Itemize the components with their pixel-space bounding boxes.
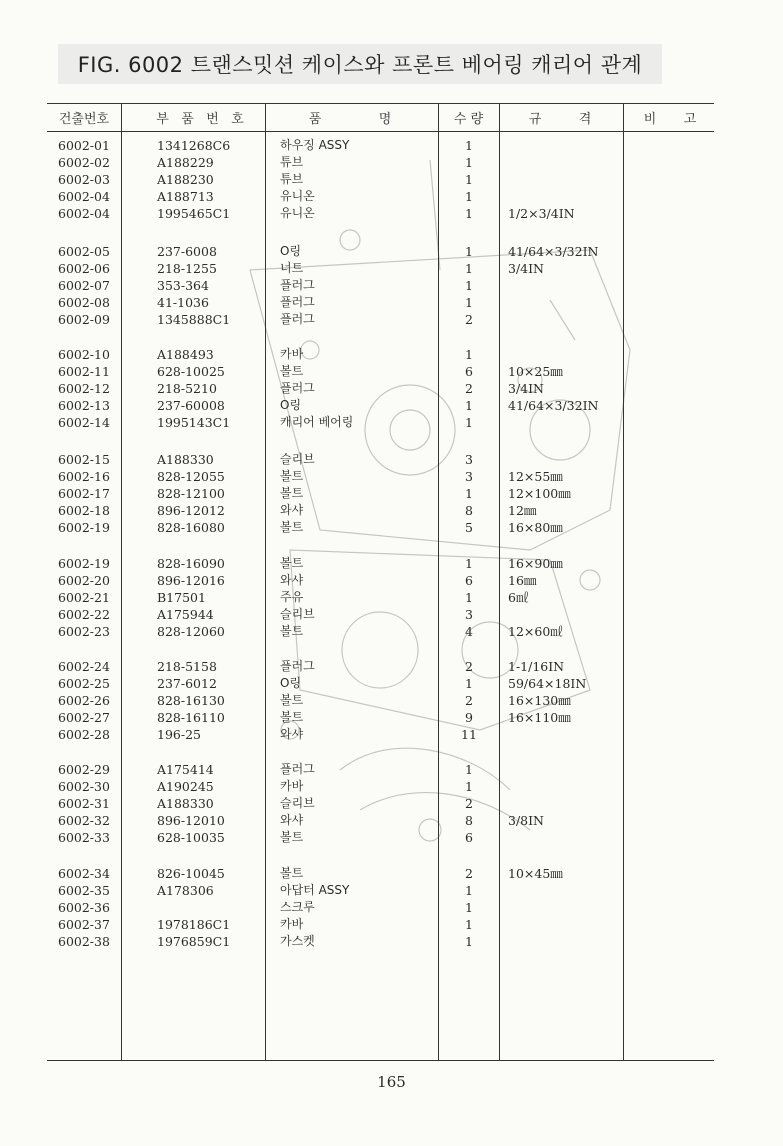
cell-part-name: 볼트	[280, 830, 304, 845]
cell-item-number: 6002-19	[58, 556, 110, 571]
header-part-number-char: 번	[206, 111, 219, 127]
cell-part-number: A178306	[157, 883, 214, 899]
cell-part-name: 와샤	[280, 503, 304, 518]
cell-spec: 12×60㎖	[508, 624, 563, 640]
table-row	[0, 829, 783, 846]
cell-spec: 10×25㎜	[508, 364, 563, 380]
cell-quantity: 1	[465, 278, 473, 294]
table-row	[0, 572, 783, 589]
cell-part-number: 628-10035	[157, 830, 225, 846]
cell-part-name: 플러그	[280, 762, 315, 776]
cell-part-number: 1978186C1	[157, 917, 231, 933]
header-part-number-char: 품	[181, 111, 194, 127]
table-row	[0, 795, 783, 812]
cell-spec: 1/2×3/4IN	[508, 206, 575, 222]
table-row	[0, 451, 783, 468]
cell-item-number: 6002-03	[58, 172, 110, 188]
cell-spec: 1-1/16IN	[508, 659, 565, 674]
cell-part-name: 볼트	[280, 469, 304, 484]
cell-part-number: A175414	[157, 762, 214, 777]
cell-quantity: 2	[465, 796, 473, 812]
cell-quantity: 1	[465, 900, 473, 916]
cell-quantity: 11	[461, 727, 477, 743]
table-row	[0, 260, 783, 277]
cell-item-number: 6002-34	[58, 866, 110, 881]
cell-quantity: 1	[465, 261, 473, 277]
table-row	[0, 606, 783, 623]
cell-part-name: 볼트	[280, 710, 304, 725]
cell-part-number: 828-16080	[157, 520, 225, 536]
table-row	[0, 865, 783, 882]
table-row	[0, 188, 783, 205]
header-part-number	[150, 105, 250, 129]
table-row	[0, 363, 783, 380]
cell-part-name: O링	[280, 244, 302, 258]
cell-quantity: 2	[465, 866, 473, 881]
cell-part-name: O링	[280, 398, 302, 413]
table-row	[0, 726, 783, 743]
table-row	[0, 519, 783, 536]
cell-part-name: 너트	[280, 261, 304, 276]
table-row	[0, 555, 783, 572]
cell-item-number: 6002-05	[58, 244, 110, 259]
table-row	[0, 468, 783, 485]
cell-quantity: 1	[465, 415, 473, 431]
cell-quantity: 1	[465, 138, 473, 153]
cell-part-name: 하우징 ASSY	[280, 138, 350, 152]
table-row	[0, 933, 783, 950]
cell-item-number: 6002-11	[58, 364, 110, 380]
cell-part-name: 볼트	[280, 693, 304, 708]
table-row	[0, 623, 783, 640]
cell-spec: 3/8IN	[508, 813, 544, 829]
cell-part-number: A188230	[157, 172, 214, 188]
cell-part-number: 896-12012	[157, 503, 225, 519]
cell-item-number: 6002-04	[58, 206, 110, 222]
cell-item-number: 6002-23	[58, 624, 110, 640]
cell-quantity: 1	[465, 779, 473, 795]
figure-title: FIG. 6002 트랜스밋션 케이스와 프론트 베어링 캐리어 관계	[77, 53, 643, 77]
table-row	[0, 761, 783, 778]
table-bottom-rule	[47, 1060, 714, 1061]
table-row	[0, 171, 783, 188]
cell-part-number: 237-6008	[157, 244, 217, 259]
cell-part-number: A188229	[157, 155, 214, 171]
cell-item-number: 6002-35	[58, 883, 110, 899]
cell-part-number: 628-10025	[157, 364, 225, 380]
table-row	[0, 380, 783, 397]
cell-part-number: A175944	[157, 607, 214, 623]
header-part-name-char: 품	[308, 111, 322, 127]
cell-part-name: 플러그	[280, 312, 315, 327]
cell-part-number: 826-10045	[157, 866, 225, 881]
cell-item-number: 6002-08	[58, 295, 110, 311]
cell-part-name: 플러그	[280, 659, 315, 673]
cell-part-name: 볼트	[280, 486, 304, 501]
cell-part-number: 196-25	[157, 727, 201, 743]
cell-quantity: 1	[465, 244, 473, 259]
table-row	[0, 916, 783, 933]
table-row	[0, 899, 783, 916]
table-row	[0, 294, 783, 311]
cell-part-name: 볼트	[280, 624, 304, 639]
table-row	[0, 882, 783, 899]
cell-quantity: 2	[465, 693, 473, 709]
cell-part-number: A188330	[157, 452, 214, 467]
table-row	[0, 589, 783, 606]
cell-item-number: 6002-22	[58, 607, 110, 623]
cell-spec: 59/64×18IN	[508, 676, 587, 692]
cell-part-name: 볼트	[280, 520, 304, 535]
cell-quantity: 1	[465, 556, 473, 571]
cell-part-name: O링	[280, 676, 302, 691]
cell-quantity: 1	[465, 590, 473, 606]
cell-spec: 6㎖	[508, 590, 529, 606]
table-row	[0, 812, 783, 829]
cell-quantity: 1	[465, 934, 473, 950]
cell-item-number: 6002-04	[58, 189, 110, 205]
cell-item-number: 6002-19	[58, 520, 110, 536]
header-part-number-char: 호	[231, 111, 244, 127]
cell-item-number: 6002-07	[58, 278, 110, 294]
cell-quantity: 1	[465, 917, 473, 933]
cell-part-number: 896-12016	[157, 573, 225, 589]
cell-item-number: 6002-15	[58, 452, 110, 467]
cell-quantity: 9	[465, 710, 473, 726]
cell-quantity: 6	[465, 573, 473, 589]
table-row	[0, 154, 783, 171]
table-row	[0, 277, 783, 294]
cell-part-name: 슬리브	[280, 796, 315, 811]
cell-spec: 41/64×3/32IN	[508, 398, 599, 414]
cell-item-number: 6002-18	[58, 503, 110, 519]
cell-part-name: 플러그	[280, 381, 315, 396]
cell-part-number: 1341268C6	[157, 138, 231, 153]
cell-item-number: 6002-30	[58, 779, 110, 795]
cell-item-number: 6002-16	[58, 469, 110, 485]
cell-spec: 16×130㎜	[508, 693, 571, 709]
cell-part-name: 가스켓	[280, 934, 315, 949]
cell-item-number: 6002-01	[58, 138, 110, 153]
header-remarks	[630, 105, 710, 129]
cell-part-name: 유니온	[280, 189, 315, 204]
cell-item-number: 6002-32	[58, 813, 110, 829]
cell-item-number: 6002-36	[58, 900, 110, 916]
table-row	[0, 243, 783, 260]
table-row	[0, 692, 783, 709]
cell-item-number: 6002-24	[58, 659, 110, 674]
cell-quantity: 1	[465, 206, 473, 222]
cell-part-number: 218-5158	[157, 659, 217, 674]
cell-part-name: 와샤	[280, 727, 304, 742]
cell-part-name: 와샤	[280, 573, 304, 588]
cell-item-number: 6002-28	[58, 727, 110, 743]
cell-quantity: 1	[465, 883, 473, 899]
table-row	[0, 485, 783, 502]
header-part-name-char: 명	[378, 111, 392, 127]
cell-part-name: 플러그	[280, 278, 315, 293]
table-row	[0, 414, 783, 431]
cell-part-number: 828-16110	[157, 710, 225, 726]
table-row	[0, 205, 783, 222]
cell-part-name: 스크루	[280, 900, 315, 915]
cell-part-number: 896-12010	[157, 813, 225, 829]
cell-part-number: 1976859C1	[157, 934, 231, 950]
cell-quantity: 1	[465, 762, 473, 777]
table-row	[0, 778, 783, 795]
header-spec	[510, 105, 610, 129]
table-row	[0, 346, 783, 363]
cell-part-number: 218-1255	[157, 261, 217, 277]
cell-part-name: 튜브	[280, 172, 304, 187]
table-header-rule	[47, 131, 714, 132]
cell-part-number: A188493	[157, 347, 214, 362]
cell-part-name: 볼트	[280, 364, 304, 379]
table-row	[0, 502, 783, 519]
cell-part-name: 플러그	[280, 295, 315, 310]
cell-item-number: 6002-14	[58, 415, 110, 431]
cell-quantity: 1	[465, 398, 473, 414]
cell-part-name: 아답터 ASSY	[280, 883, 350, 898]
cell-part-number: 828-16090	[157, 556, 225, 571]
cell-part-number: 828-12055	[157, 469, 225, 485]
cell-spec: 3/4IN	[508, 381, 544, 397]
cell-quantity: 6	[465, 830, 473, 846]
cell-item-number: 6002-02	[58, 155, 110, 171]
cell-item-number: 6002-27	[58, 710, 110, 726]
cell-item-number: 6002-12	[58, 381, 110, 397]
cell-part-name: 카바	[280, 917, 304, 932]
cell-part-number: 218-5210	[157, 381, 217, 397]
cell-part-name: 튜브	[280, 155, 304, 170]
cell-part-name: 슬리브	[280, 607, 315, 622]
table-row	[0, 397, 783, 414]
cell-item-number: 6002-21	[58, 590, 110, 606]
cell-quantity: 3	[465, 452, 473, 467]
cell-item-number: 6002-13	[58, 398, 110, 414]
cell-part-number: 1995465C1	[157, 206, 231, 222]
table-row	[0, 311, 783, 328]
cell-quantity: 1	[465, 189, 473, 205]
cell-item-number: 6002-33	[58, 830, 110, 846]
table-row	[0, 137, 783, 154]
cell-spec: 16×80㎜	[508, 520, 563, 536]
cell-spec: 16×110㎜	[508, 710, 571, 726]
cell-quantity: 1	[465, 486, 473, 502]
cell-part-name: 카바	[280, 347, 304, 361]
cell-item-number: 6002-25	[58, 676, 110, 692]
cell-spec: 41/64×3/32IN	[508, 244, 599, 259]
cell-item-number: 6002-09	[58, 312, 110, 328]
cell-quantity: 2	[465, 659, 473, 674]
cell-part-number: 237-60008	[157, 398, 225, 414]
cell-spec: 16㎜	[508, 573, 537, 589]
cell-part-number: A188330	[157, 796, 214, 812]
cell-part-number: 1995143C1	[157, 415, 231, 431]
cell-part-number: 41-1036	[157, 295, 209, 311]
cell-part-name: 캐리어 베어링	[280, 415, 354, 430]
cell-item-number: 6002-26	[58, 693, 110, 709]
cell-quantity: 1	[465, 676, 473, 692]
header-spec-char: 규	[528, 111, 542, 127]
table-row	[0, 658, 783, 675]
cell-part-number: 1345888C1	[157, 312, 231, 328]
page-number: 165	[377, 1073, 406, 1091]
cell-item-number: 6002-06	[58, 261, 110, 277]
cell-quantity: 1	[465, 155, 473, 171]
table-row	[0, 709, 783, 726]
cell-item-number: 6002-20	[58, 573, 110, 589]
cell-part-number: 237-6012	[157, 676, 217, 692]
header-part-name	[280, 105, 420, 129]
cell-item-number: 6002-31	[58, 796, 110, 812]
cell-part-number: A188713	[157, 189, 214, 205]
cell-spec: 12×100㎜	[508, 486, 571, 502]
cell-quantity: 1	[465, 172, 473, 188]
table-row	[0, 675, 783, 692]
cell-part-number: A190245	[157, 779, 214, 795]
cell-quantity: 6	[465, 364, 473, 380]
cell-quantity: 2	[465, 312, 473, 328]
cell-item-number: 6002-10	[58, 347, 110, 362]
table-top-rule	[47, 103, 714, 104]
cell-part-number: 828-12060	[157, 624, 225, 640]
header-quantity: 수 량	[453, 111, 484, 127]
cell-part-number: B17501	[157, 590, 206, 606]
cell-part-number: 353-364	[157, 278, 209, 294]
cell-part-name: 슬리브	[280, 452, 315, 466]
cell-spec: 12×55㎜	[508, 469, 563, 485]
cell-quantity: 8	[465, 503, 473, 519]
cell-spec: 10×45㎜	[508, 866, 563, 881]
cell-part-name: 카바	[280, 779, 304, 794]
cell-spec: 3/4IN	[508, 261, 544, 277]
cell-item-number: 6002-17	[58, 486, 110, 502]
cell-part-number: 828-16130	[157, 693, 225, 709]
cell-part-name: 볼트	[280, 556, 304, 570]
cell-part-name: 볼트	[280, 866, 304, 880]
cell-item-number: 6002-37	[58, 917, 110, 933]
cell-item-number: 6002-29	[58, 762, 110, 777]
title-banner	[58, 44, 662, 84]
header-remarks-char: 비	[643, 111, 657, 127]
cell-part-name: 유니온	[280, 206, 315, 221]
header-spec-char: 격	[578, 111, 592, 127]
header-part-number-char: 부	[156, 111, 169, 127]
header-item-number: 건출번호	[58, 111, 110, 127]
header-remarks-char: 고	[683, 111, 697, 127]
cell-quantity: 5	[465, 520, 473, 536]
cell-quantity: 1	[465, 347, 473, 362]
cell-spec: 16×90㎜	[508, 556, 563, 571]
cell-spec: 12㎜	[508, 503, 537, 519]
cell-quantity: 8	[465, 813, 473, 829]
cell-part-name: 와샤	[280, 813, 304, 828]
cell-quantity: 3	[465, 607, 473, 623]
cell-part-name: 주유	[280, 590, 304, 605]
cell-quantity: 2	[465, 381, 473, 397]
cell-part-number: 828-12100	[157, 486, 225, 502]
cell-quantity: 1	[465, 295, 473, 311]
cell-quantity: 4	[465, 624, 473, 640]
cell-item-number: 6002-38	[58, 934, 110, 950]
cell-quantity: 3	[465, 469, 473, 485]
